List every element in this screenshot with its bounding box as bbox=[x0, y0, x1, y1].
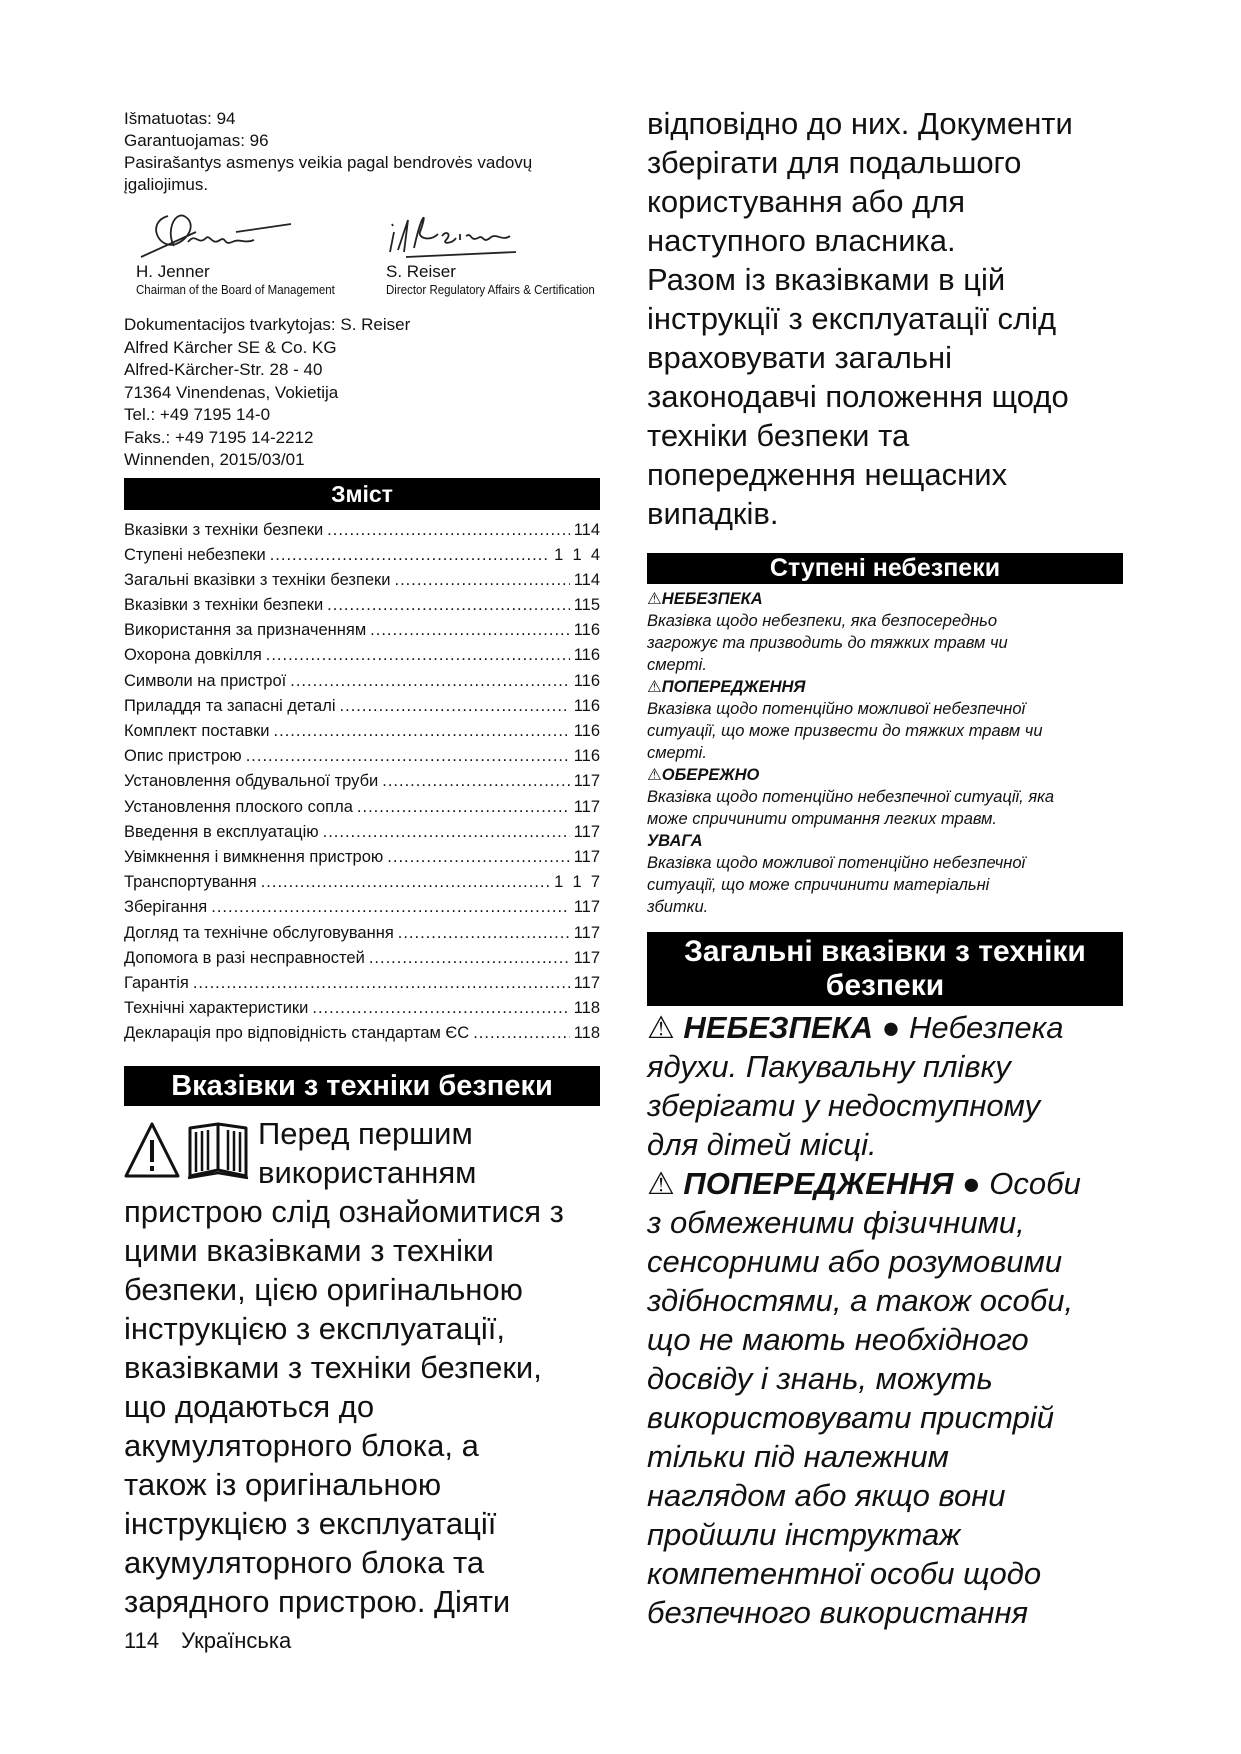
danger-level-text: смерті. bbox=[647, 656, 707, 674]
body-line: користування або для bbox=[647, 184, 966, 219]
danger-line: зберігати у недоступному bbox=[647, 1088, 1041, 1123]
toc-entry-page: 116 bbox=[573, 646, 600, 665]
hazard-levels-heading: Ступені небезпеки bbox=[647, 553, 1123, 584]
intro-line: використанням bbox=[258, 1155, 477, 1191]
intro-line: що додаються до bbox=[124, 1389, 375, 1425]
warning-level-text: ситуації, що може призвести до тяжких травм чи bbox=[647, 722, 1043, 740]
toc-entry-page: 114 bbox=[573, 570, 600, 589]
toc-entry-title: Транспортування bbox=[124, 873, 257, 892]
warning-line: використовувати пристрій bbox=[647, 1400, 1054, 1435]
toc-entry-title: Технічні характеристики bbox=[124, 999, 309, 1018]
intro-line: акумуляторного блока та bbox=[124, 1545, 485, 1581]
read-manual-icon bbox=[188, 1124, 248, 1178]
body-line: зберігати для подальшого bbox=[647, 145, 1022, 180]
warning-and-manual-icons bbox=[124, 1120, 254, 1182]
warning-line: пройшли інструктаж bbox=[647, 1517, 961, 1552]
toc-entry[interactable] bbox=[124, 996, 600, 1021]
warning-level-label: ⚠ПОПЕРЕДЖЕННЯ bbox=[647, 678, 806, 696]
toc-entry-page: 116 bbox=[573, 722, 600, 740]
body-line: наступного власника. bbox=[647, 223, 956, 258]
toc-entry[interactable] bbox=[124, 593, 600, 618]
doc-line: 71364 Vinendenas, Vokietija bbox=[124, 382, 339, 402]
warning-level-text: Вказівка щодо потенційно можливої небезпечної bbox=[647, 700, 1026, 718]
signer-left-role: Chairman of the Board of Management bbox=[136, 283, 335, 297]
toc-entry-title: Загальні вказівки з техніки безпеки bbox=[124, 570, 391, 589]
danger-paragraph-start bbox=[647, 1008, 1123, 1047]
general-safety-body bbox=[647, 1008, 1123, 1632]
page-number: 114 bbox=[124, 1628, 160, 1653]
caution-level-text: Вказівка щодо потенційно небезпечної ситуації, яка bbox=[647, 788, 1055, 806]
toc-entry-title: Введення в експлуатацію bbox=[124, 822, 319, 841]
doc-line: Tel.: +49 7195 14-0 bbox=[124, 405, 271, 424]
toc-entry-page: 116 bbox=[573, 696, 600, 715]
danger-level-label: ⚠НЕБЕЗПЕКА bbox=[647, 590, 763, 608]
toc-entry-title: Допомога в разі несправностей bbox=[124, 948, 365, 967]
toc-entry-title: Гарантія bbox=[124, 973, 189, 992]
intro-line: вказівками з техніки безпеки, bbox=[124, 1350, 542, 1386]
doc-line: Winnenden, 2015/03/01 bbox=[124, 450, 305, 469]
left-column bbox=[124, 108, 600, 1621]
warning-line: сенсорними або розумовими bbox=[647, 1244, 1063, 1279]
signature-right bbox=[386, 202, 613, 298]
intro-line: акумуляторного блока, а bbox=[124, 1428, 479, 1464]
toc-entry[interactable] bbox=[124, 1021, 600, 1046]
toc-heading: Зміст bbox=[124, 478, 600, 510]
toc-entry[interactable] bbox=[124, 744, 600, 769]
doc-line: Dokumentacijos tvarkytojas: S. Reiser bbox=[124, 315, 411, 334]
warning-first-text: ● Особи bbox=[961, 1166, 1081, 1201]
toc-entry-title: Догляд та технічне обслуговування bbox=[124, 923, 394, 942]
body-line: інструкції з експлуатації слід bbox=[647, 301, 1057, 336]
signatories-line: Pasirašantys asmenys veikia pagal bendrovės vadovų bbox=[124, 153, 533, 172]
toc-entry-page: 117 bbox=[573, 923, 600, 942]
danger-level-text: Вказівка щодо небезпеки, яка безпосередньо bbox=[647, 612, 998, 630]
danger-first-text: ● Небезпека bbox=[881, 1010, 1064, 1045]
toc-entry[interactable] bbox=[124, 769, 600, 794]
toc-entry-page: 117 bbox=[573, 847, 600, 866]
doc-line: Alfred-Kärcher-Str. 28 - 40 bbox=[124, 360, 323, 379]
warning-level-text: смерті. bbox=[647, 744, 707, 762]
page-footer bbox=[124, 1628, 313, 1654]
footer-language: Українська bbox=[181, 1628, 292, 1653]
toc-entry[interactable] bbox=[124, 870, 600, 895]
toc-entry-page: 116 bbox=[573, 621, 600, 640]
warning-line: з обмеженими фізичними, bbox=[647, 1205, 1025, 1240]
toc-entry-title: Символи на пристрої bbox=[124, 671, 287, 690]
signature-reiser-image bbox=[386, 202, 526, 262]
warning-line: наглядом або якщо вони bbox=[647, 1478, 1006, 1513]
body-line: відповідно до них. Документи bbox=[647, 106, 1073, 141]
warning-line: здібностями, а також особи, bbox=[647, 1283, 1074, 1318]
warning-label: ⚠ ПОПЕРЕДЖЕННЯ bbox=[647, 1166, 954, 1201]
intro-line: безпеки, цією оригінальною bbox=[124, 1272, 523, 1308]
intro-line: інструкцією з експлуатації bbox=[124, 1506, 497, 1542]
toc-entry-title: Охорона довкілля bbox=[124, 646, 262, 665]
signatures bbox=[124, 202, 600, 308]
body-line: випадків. bbox=[647, 496, 779, 531]
danger-level-text: загрожує та призводить до тяжких травм чи bbox=[647, 634, 1008, 652]
notice-level-label: УВАГА bbox=[647, 832, 703, 850]
toc-entry-page: 117 bbox=[573, 898, 600, 917]
toc-entry-title: Увімкнення і вимкнення пристрою bbox=[124, 847, 384, 866]
toc-entry-title: Приладдя та запасні деталі bbox=[124, 696, 336, 715]
toc-entry[interactable] bbox=[124, 568, 600, 593]
table-of-contents bbox=[124, 518, 600, 1047]
toc-entry-page: 118 bbox=[573, 999, 600, 1018]
right-column bbox=[647, 104, 1123, 1632]
toc-entry-title: Установлення обдувальної труби bbox=[124, 772, 379, 791]
toc-entry-page: 118 bbox=[573, 1024, 600, 1043]
toc-entry-title: Зберігання bbox=[124, 898, 208, 917]
intro-line: також із оригінальною bbox=[124, 1467, 442, 1503]
doc-line: Alfred Kärcher SE & Co. KG bbox=[124, 337, 337, 357]
documentation-contact bbox=[124, 314, 600, 472]
body-line: законодавчі положення щодо bbox=[647, 379, 1069, 414]
intro-line: Перед першим bbox=[258, 1116, 473, 1152]
toc-entry[interactable] bbox=[124, 643, 600, 668]
toc-entry[interactable] bbox=[124, 719, 600, 744]
toc-entry[interactable] bbox=[124, 518, 600, 543]
toc-entry[interactable] bbox=[124, 618, 600, 643]
warning-line: що не мають необхідного bbox=[647, 1322, 1029, 1357]
general-heading-line-2: безпеки bbox=[825, 969, 945, 1002]
general-heading-line-1: Загальні вказівки з техніки bbox=[684, 935, 1086, 968]
toc-entry[interactable] bbox=[124, 971, 600, 996]
notice-level-text: збитки. bbox=[647, 898, 709, 916]
safety-intro bbox=[124, 1114, 600, 1621]
body-line: попередження нещасних bbox=[647, 457, 1008, 492]
toc-entry[interactable] bbox=[124, 845, 600, 870]
toc-entry[interactable] bbox=[124, 946, 600, 971]
toc-entry[interactable] bbox=[124, 543, 600, 568]
caution-level-text: може спричинити отримання легких травм. bbox=[647, 810, 998, 828]
notice-level-text: Вказівка щодо можливої потенційно небезпечної bbox=[647, 854, 1026, 872]
toc-entry-title: Вказівки з техніки безпеки bbox=[124, 596, 324, 615]
toc-entry-title: Декларація про відповідність стандартам ЄС bbox=[124, 1024, 470, 1043]
toc-entry-title: Опис пристрою bbox=[124, 747, 242, 766]
safety-heading: Вказівки з техніки безпеки bbox=[124, 1066, 600, 1106]
toc-entry[interactable] bbox=[124, 921, 600, 946]
toc-entry-title: Комплект поставки bbox=[124, 722, 270, 740]
body-line: Разом із вказівками в цій bbox=[647, 262, 1006, 297]
warning-line: досвіду і знань, можуть bbox=[647, 1361, 993, 1396]
guaranteed-line: Garantuojamas: 96 bbox=[124, 131, 269, 150]
signer-left-name: H. Jenner bbox=[136, 262, 210, 281]
warning-line: компетентної особи щодо bbox=[647, 1556, 1042, 1591]
signature-jenner-image bbox=[136, 202, 306, 262]
danger-line: ядухи. Пакувальну плівку bbox=[647, 1049, 1011, 1084]
toc-entry[interactable] bbox=[124, 820, 600, 845]
toc-entry[interactable] bbox=[124, 669, 600, 694]
intro-line: цими вказівками з техніки bbox=[124, 1233, 494, 1269]
toc-entry-title: Використання за призначенням bbox=[124, 621, 367, 640]
body-line: техніки безпеки та bbox=[647, 418, 910, 453]
doc-line: Faks.: +49 7195 14-2212 bbox=[124, 427, 314, 447]
toc-entry-page: 117 bbox=[573, 797, 600, 816]
hazard-levels bbox=[647, 588, 1123, 918]
toc-entry-page: 114 bbox=[573, 520, 600, 539]
toc-entry-page: 116 bbox=[573, 671, 600, 690]
caution-level-label: ⚠ОБЕРЕЖНО bbox=[647, 766, 760, 784]
warning-triangle-icon bbox=[126, 1124, 178, 1176]
toc-entry-title: Ступені небезпеки bbox=[124, 545, 266, 564]
intro-line: пристрою слід ознайомитися з bbox=[124, 1194, 564, 1230]
notice-level-text: ситуації, що може спричинити матеріальні bbox=[647, 876, 990, 894]
toc-entry-page: 117 bbox=[573, 948, 600, 967]
toc-entry-page: 1 1 7 bbox=[554, 873, 600, 892]
toc-entry-page: 1 1 4 bbox=[554, 545, 600, 564]
toc-entry[interactable] bbox=[124, 694, 600, 719]
danger-label: ⚠ НЕБЕЗПЕКА bbox=[647, 1010, 874, 1045]
signatories-line-2: įgaliojimus. bbox=[124, 175, 209, 194]
toc-entry-page: 115 bbox=[573, 596, 600, 615]
warning-line: тільки під належним bbox=[647, 1439, 949, 1474]
toc-entry-page: 116 bbox=[573, 747, 600, 766]
warning-line: безпечного використання bbox=[647, 1595, 1029, 1630]
toc-entry-page: 117 bbox=[573, 973, 600, 992]
body-line: враховувати загальні bbox=[647, 340, 953, 375]
general-safety-heading bbox=[647, 932, 1123, 1006]
toc-entry-title: Вказівки з техніки безпеки bbox=[124, 520, 324, 539]
toc-entry-title: Установлення плоского сопла bbox=[124, 797, 353, 816]
signer-right-role: Director Regulatory Affairs & Certification bbox=[386, 283, 595, 297]
toc-entry-page: 117 bbox=[573, 822, 600, 841]
toc-entry-page: 117 bbox=[573, 772, 600, 791]
warning-paragraph-start bbox=[647, 1164, 1123, 1203]
toc-entry[interactable] bbox=[124, 895, 600, 920]
signer-right-name: S. Reiser bbox=[386, 262, 456, 281]
intro-line: зарядного пристрою. Діяти bbox=[124, 1584, 511, 1620]
toc-entry[interactable] bbox=[124, 795, 600, 820]
signature-left bbox=[136, 202, 352, 298]
intro-line: інструкцією з експлуатації, bbox=[124, 1311, 506, 1347]
danger-line: для дітей місці. bbox=[647, 1127, 877, 1162]
measured-line: Išmatuotas: 94 bbox=[124, 109, 236, 128]
